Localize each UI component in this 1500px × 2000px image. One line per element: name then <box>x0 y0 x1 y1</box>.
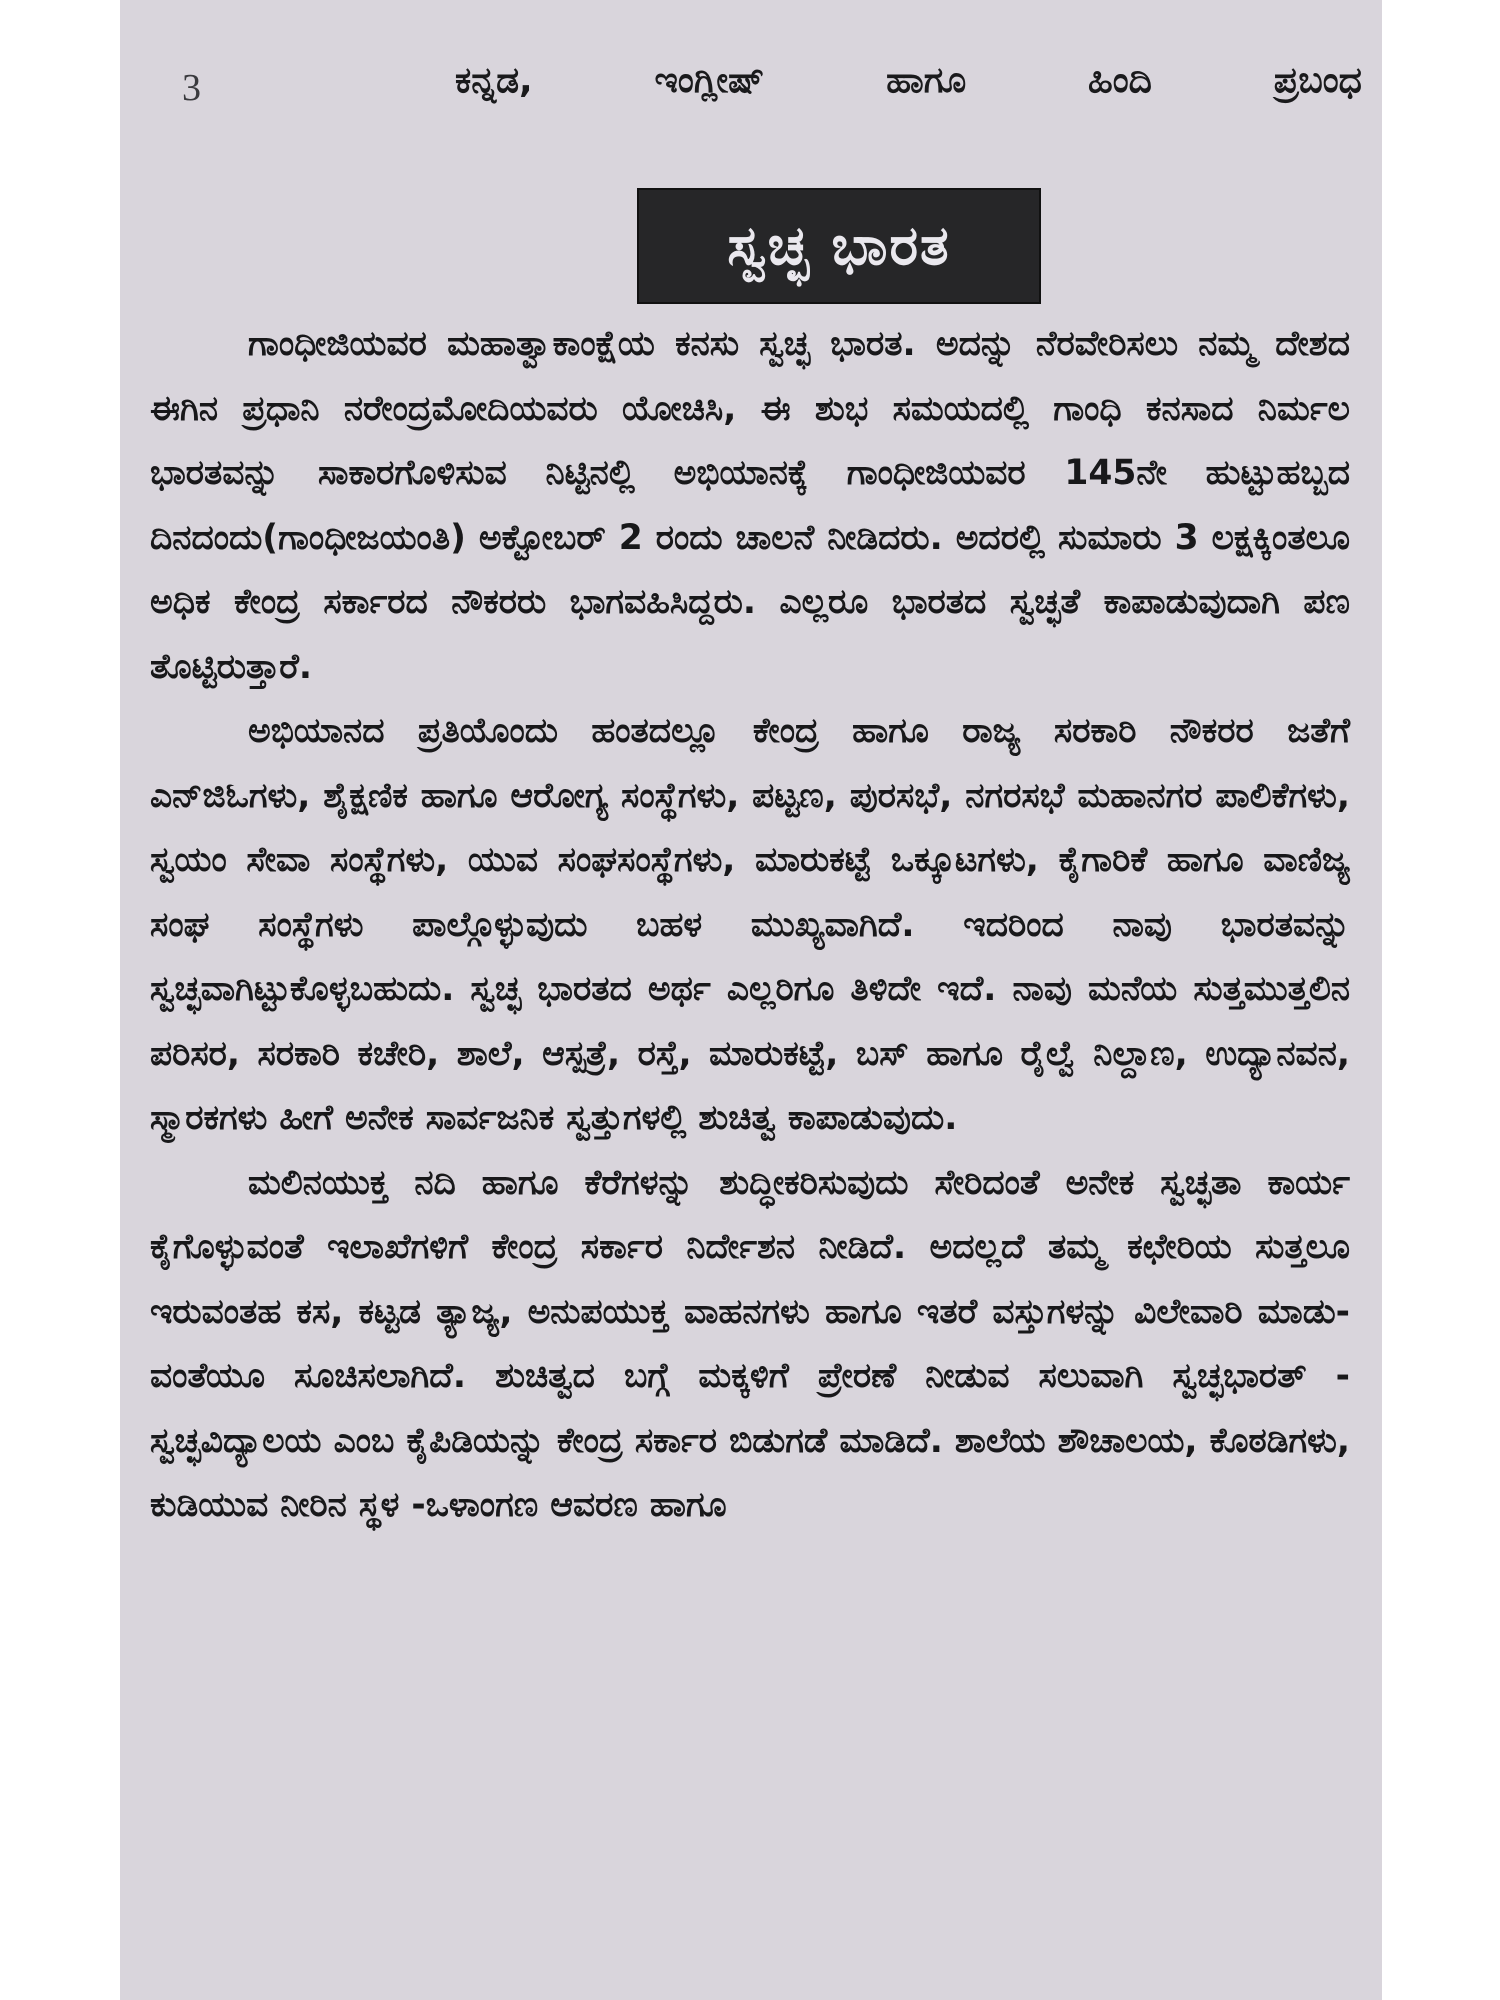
paragraph-3: ಮಲಿನಯುಕ್ತ ನದಿ ಹಾಗೂ ಕೆರೆಗಳನ್ನು ಶುದ್ಧೀಕರಿಸುವುದು ಸೇರಿದಂತೆ ಅನೇಕ ಸ್ವಚ್ಛತಾ ಕಾರ್ಯ ಕೈಗೊಳ್ಳುವಂತೆ ಇಲಾಖೆಗಳಿಗೆ ಕೇಂದ್ರ ಸರ್ಕಾರ ನಿರ್ದೇಶನ ನೀಡಿದೆ. ಅದಲ್ಲದೆ ತಮ್ಮ ಕಛೇರಿಯ ಸುತ್ತಲೂ ಇರುವಂತಹ ಕಸ, ಕಟ್ಟಡ ತ್ಯಾಜ್ಯ, ಅನುಪಯುಕ್ತ ವಾಹನಗಳು ಹಾಗೂ ಇತರೆ ವಸ್ತುಗಳನ್ನು ವಿಲೇವಾರಿ ಮಾಡು- ವಂತೆಯೂ ಸೂಚಿಸಲಾಗಿದೆ. ಶುಚಿತ್ವದ ಬಗ್ಗೆ ಮಕ್ಕಳಿಗೆ ಪ್ರೇರಣೆ ನೀಡುವ ಸಲುವಾಗಿ ಸ್ವಚ್ಛಭಾರತ್ - ಸ್ವಚ್ಛವಿದ್ಯಾಲಯ ಎಂಬ ಕೈಪಿಡಿಯನ್ನು ಕೇಂದ್ರ ಸರ್ಕಾರ ಬಿಡುಗಡೆ ಮಾಡಿದೆ. ಶಾಲೆಯ ಶೌಚಾಲಯ, ಕೊಠಡಿಗಳು, ಕುಡಿಯುವ ನೀರಿನ ಸ್ಥಳ -ಒಳಾಂಗಣ ಆವರಣ ಹಾಗೂ <box>150 1162 1350 1525</box>
running-header <box>455 60 1362 102</box>
page-header <box>120 50 1382 130</box>
header-word-kannada: ಕನ್ನಡ, <box>455 60 533 101</box>
header-word-and: ಹಾಗೂ <box>886 60 967 101</box>
paragraph-1: ಗಾಂಧೀಜಿಯವರ ಮಹಾತ್ವಾಕಾಂಕ್ಷೆಯ ಕನಸು ಸ್ವಚ್ಛ ಭಾರತ. ಅದನ್ನು ನೆರವೇರಿಸಲು ನಮ್ಮ ದೇಶದ ಈಗಿನ ಪ್ರಧಾನಿ ನರೇಂದ್ರಮೋದಿಯವರು ಯೋಚಿಸಿ, ಈ ಶುಭ ಸಮಯದಲ್ಲಿ ಗಾಂಧಿ ಕನಸಾದ ನಿರ್ಮಲ ಭಾರತವನ್ನು ಸಾಕಾರಗೊಳಿಸುವ ನಿಟ್ಟಿನಲ್ಲಿ ಅಭಿಯಾನಕ್ಕೆ ಗಾಂಧೀಜಿಯವರ 145ನೇ ಹುಟ್ಟುಹಬ್ಬದ ದಿನದಂದು(ಗಾಂಧೀಜಯಂತಿ) ಅಕ್ಟೋಬರ್ 2 ರಂದು ಚಾಲನೆ ನೀಡಿದರು. ಅದರಲ್ಲಿ ಸುಮಾರು 3 ಲಕ್ಷಕ್ಕಿಂತಲೂ ಅಧಿಕ ಕೇಂದ್ರ ಸರ್ಕಾರದ ನೌಕರರು ಭಾಗವಹಿಸಿದ್ದರು. ಎಲ್ಲರೂ ಭಾರತದ ಸ್ವಚ್ಛತೆ ಕಾಪಾಡುವುದಾಗಿ ಪಣ ತೊಟ್ಟಿರುತ್ತಾರೆ. <box>150 324 1350 687</box>
header-word-english: ಇಂಗ್ಲೀಷ್ <box>654 60 765 101</box>
paragraph-2: ಅಭಿಯಾನದ ಪ್ರತಿಯೊಂದು ಹಂತದಲ್ಲೂ ಕೇಂದ್ರ ಹಾಗೂ ರಾಜ್ಯ ಸರಕಾರಿ ನೌಕರರ ಜತೆಗೆ ಎನ್‌ಜಿಓಗಳು, ಶೈಕ್ಷಣಿಕ ಹಾಗೂ ಆರೋಗ್ಯ ಸಂಸ್ಥೆಗಳು, ಪಟ್ಟಣ, ಪುರಸಭೆ, ನಗರಸಭೆ ಮಹಾನಗರ ಪಾಲಿಕೆಗಳು, ಸ್ವಯಂ ಸೇವಾ ಸಂಸ್ಥೆಗಳು, ಯುವ ಸಂಘಸಂಸ್ಥೆಗಳು, ಮಾರುಕಟ್ಟೆ ಒಕ್ಕೂಟಗಳು, ಕೈಗಾರಿಕೆ ಹಾಗೂ ವಾಣಿಜ್ಯ ಸಂಘ ಸಂಸ್ಥೆಗಳು ಪಾಲ್ಗೊಳ್ಳುವುದು ಬಹಳ ಮುಖ್ಯವಾಗಿದೆ. ಇದರಿಂದ ನಾವು ಭಾರತವನ್ನು ಸ್ವಚ್ಛವಾಗಿಟ್ಟುಕೊಳ್ಳಬಹುದು. ಸ್ವಚ್ಛ ಭಾರತದ ಅರ್ಥ ಎಲ್ಲರಿಗೂ ತಿಳಿದೇ ಇದೆ. ನಾವು ಮನೆಯ ಸುತ್ತಮುತ್ತಲಿನ ಪರಿಸರ, ಸರಕಾರಿ ಕಚೇರಿ, ಶಾಲೆ, ಆಸ್ಪತ್ರೆ, ರಸ್ತೆ, ಮಾರುಕಟ್ಟೆ, ಬಸ್ ಹಾಗೂ ರೈಲ್ವೆ ನಿಲ್ದಾಣ, ಉದ್ಯಾನವನ, ಸ್ಮಾರಕಗಳು ಹೀಗೆ ಅನೇಕ ಸಾರ್ವಜನಿಕ ಸ್ವತ್ತುಗಳಲ್ಲಿ ಶುಚಿತ್ವ ಕಾಪಾಡುವುದು. <box>150 711 1350 1138</box>
header-word-essay: ಪ್ರಬಂಧ <box>1273 60 1362 101</box>
essay-title-box <box>637 188 1041 304</box>
book-page <box>120 0 1382 2000</box>
page-number: 3 <box>182 67 201 109</box>
essay-body <box>150 312 1350 1538</box>
essay-title: ಸ್ವಚ್ಛ ಭಾರತ <box>727 214 951 277</box>
header-word-hindi: ಹಿಂದಿ <box>1087 60 1152 101</box>
